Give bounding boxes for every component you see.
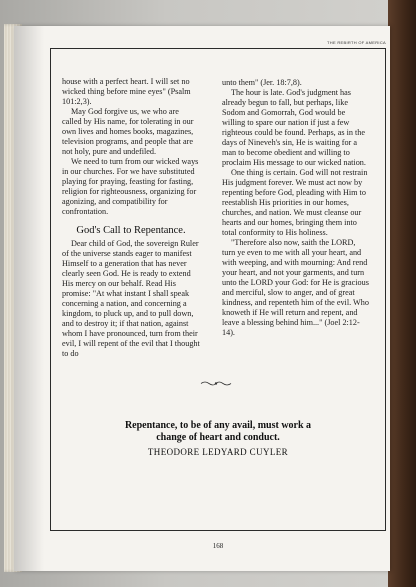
paragraph: One thing is certain. God will not restrain His judgment forever. We must act now by repenting before God, pleading with Him to reestablish His priorities in our homes, churches, and nation. We must cleanse our hearts and our homes, bringing them into total conformity to His holiness. [222, 168, 368, 237]
quote-text: Repentance, to be of any avail, must work a change of heart and conduct. [124, 420, 312, 443]
section-ornament-icon [199, 380, 233, 387]
paragraph: unto them" (Jer. 18:7,8). [222, 78, 302, 87]
pull-quote [110, 420, 326, 458]
paragraph: Dear child of God, the sovereign Ruler of the universe stands eager to manifest Himself to a generation that has never clearly seen God. He is ready to extend His mercy on our behalf. Read His promise: "At what instant I shall speak concerning a nation, and concerning a kingdom, to pluck up, and to pull down, and to destroy it; if that nation, against whom I have pronounced, turn from their evil, I will repent of the evil that I thought to do [62, 239, 200, 358]
right-column [222, 78, 370, 338]
paragraph: house with a perfect heart. I will set no wicked thing before mine eyes" (Psalm 101:2,3). [62, 77, 191, 106]
section-heading: God's Call to Repentance. [76, 225, 186, 236]
paragraph: We need to turn from our wicked ways in our churches. For we have substituted playing for praying, feasting for fasting, religion for righteousness, organizing for agonizing, and compatibility for confrontation. [62, 157, 199, 216]
paragraph: The hour is late. God's judgment has already begun to fall, but perhaps, like Sodom and Gomorrah, God would be willing to spare our nation if just a few righteous could be found. Perhaps, as in the days of Nineveh's sin, He is waiting for a man to become obedient and willing to proclaim His message to our wicked nation. [222, 88, 366, 167]
left-column [62, 77, 200, 359]
paragraph: May God forgive us, we who are called by His name, for tolerating in our own lives and homes books, magazines, television programs, and people that are not holy, pure and undefiled. [62, 107, 194, 156]
quote-author: THEODORE LEDYARD CUYLER [147, 447, 289, 457]
gutter-shadow [14, 26, 44, 571]
book-cover-edge [388, 0, 416, 587]
page-number: 168 [212, 542, 224, 550]
running-head: THE REBIRTH OF AMERICA [327, 40, 386, 45]
paragraph: "Therefore also now, saith the LORD, turn ye even to me with all your heart, and with weeping, and with mourning: And rend your heart, and not your garments, and turn unto the LORD your God: for He is gracious and merciful, slow to anger, and of great kindness, and repenteth him of the evil. Who knoweth if He will return and repent, and leave a blessing behind him..." (Joel 2:12-14). [222, 238, 369, 337]
